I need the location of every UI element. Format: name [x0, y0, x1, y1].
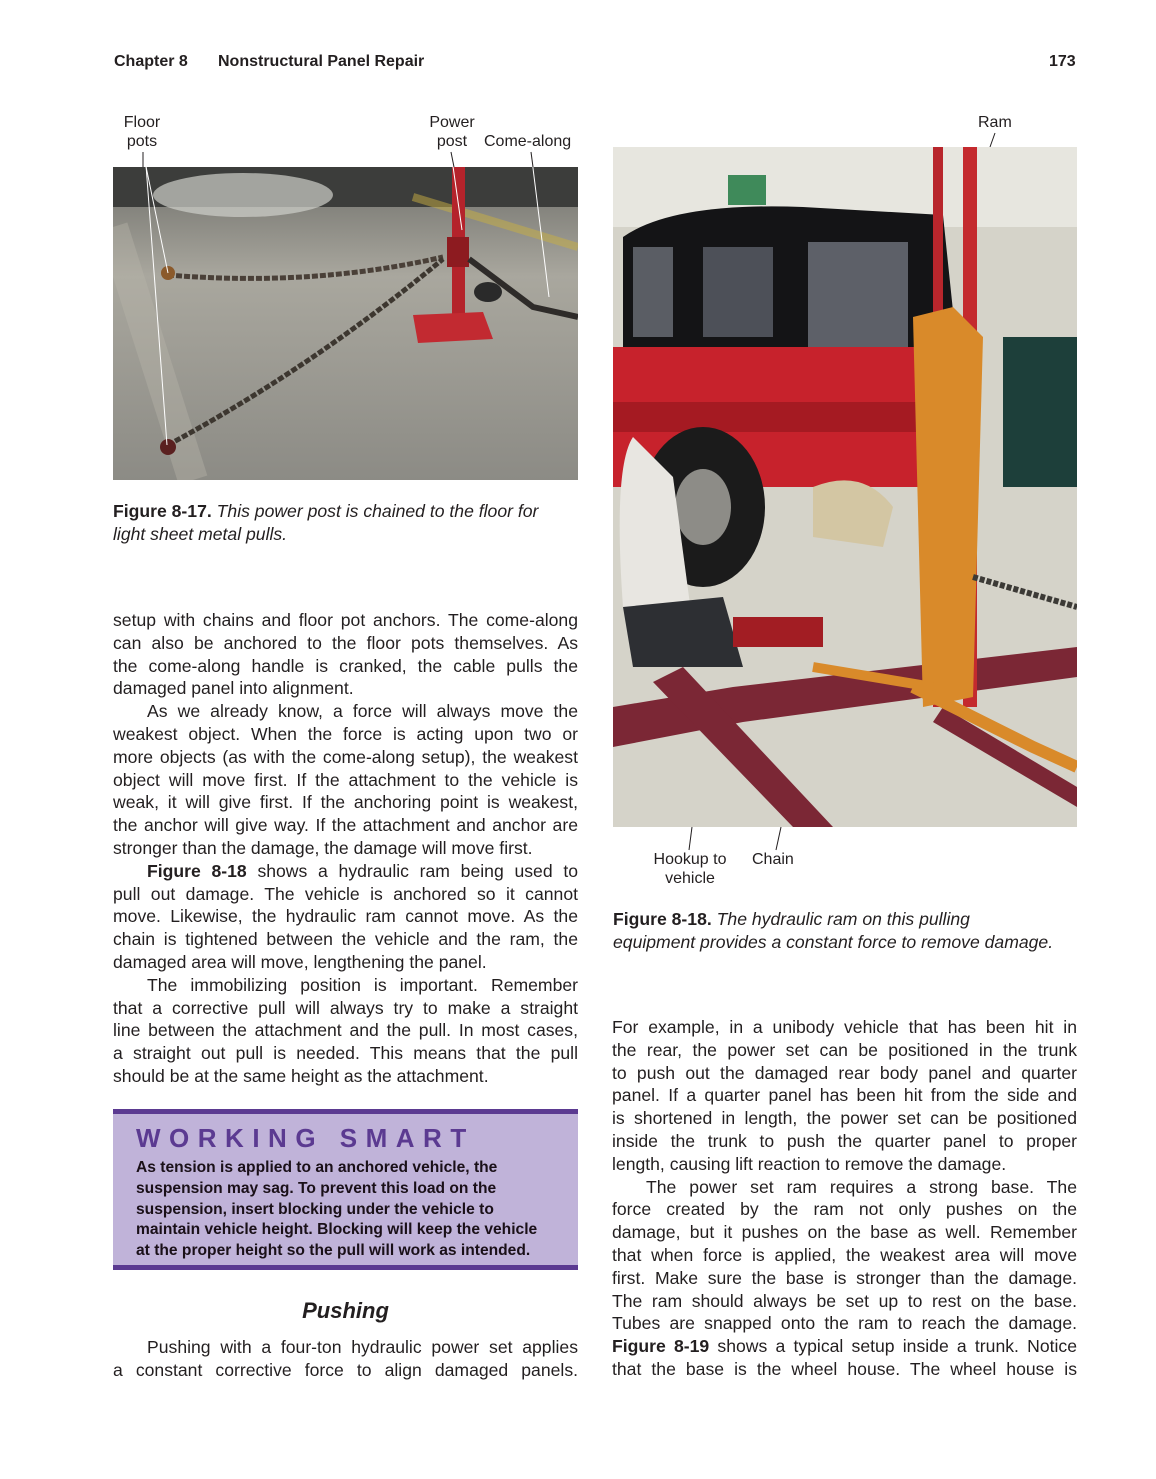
section-heading-pushing: Pushing	[302, 1298, 389, 1323]
text-line: pull out damage. The vehicle is anchored so it cannot	[113, 883, 578, 904]
left-column-body	[113, 609, 578, 1088]
text-line: that the base is the wheel house. The wheel house is	[612, 1358, 1077, 1379]
chapter-title: Nonstructural Panel Repair	[218, 53, 425, 70]
figure-reference: Figure 8-18	[147, 860, 247, 881]
text-line: Tubes are snapped onto the ram to reach the damage.	[612, 1313, 1077, 1334]
figure-8-17-caption: Figure 8-17. This power post is chained to the floor for light sheet metal pulls.	[113, 501, 539, 544]
right-column-body	[612, 1016, 1077, 1381]
text-line: a straight out pull is needed. This means that the pull	[113, 1043, 578, 1064]
label-chain: Chain	[752, 851, 794, 868]
text-line: The ram should always be set up to rest on the base.	[612, 1290, 1077, 1311]
text-line: For example, in a unibody vehicle that has been hit in	[612, 1017, 1077, 1037]
working-smart-box	[113, 1109, 578, 1270]
label-hookup-to-vehicle: Hookup to vehicle	[653, 851, 727, 887]
text-line: panel. If a quarter panel has been hit from the side and	[612, 1085, 1077, 1106]
text-line: length, causing lift reaction to remove the damage.	[612, 1153, 1007, 1174]
text-line: Figure 8-19 shows a typical setup inside a trunk. Notice	[612, 1336, 1077, 1357]
text-line: line between the attachment and the pull. In most cases,	[113, 1020, 578, 1041]
text-line: object will move first. If the attachment to the vehicle is	[113, 769, 578, 790]
working-smart-body: As tension is applied to an anchored vehicle, the suspension may sag. To prevent this load on the suspension, insert blocking under the vehicle to maintain vehicle height. Blocking will keep the vehicle at the proper height so the pull will work as intended.	[136, 1159, 538, 1260]
text-line: damaged area will move, lengthening the panel.	[113, 951, 487, 972]
pushing-body	[113, 1336, 578, 1382]
text-line: more objects (as with the come-along setup), the weakest	[113, 746, 578, 767]
text-line: force created by the ram not only pushes on the	[612, 1199, 1077, 1220]
text-line: Figure 8-18 shows a hydraulic ram being used to	[147, 860, 578, 881]
text-line: that when force is applied, the weakest area will move	[612, 1244, 1077, 1265]
text-line: that a corrective pull will always try to make a straight	[113, 997, 578, 1018]
text-line: setup with chains and floor pot anchors. The come-along	[113, 610, 578, 630]
text-line: stronger than the damage, the damage will move first.	[113, 837, 533, 858]
text-line: should be at the same height as the attachment.	[113, 1065, 489, 1086]
working-smart-title: WORKING SMART	[136, 1123, 475, 1153]
text-line: The immobilizing position is important. Remember	[147, 974, 578, 995]
text-line: Pushing with a four-ton hydraulic power set applies	[147, 1337, 578, 1357]
label-come-along: Come-along	[484, 133, 572, 150]
label-ram: Ram	[978, 114, 1012, 131]
page-number: 173	[1049, 53, 1076, 70]
figure-8-17-photo	[113, 167, 578, 480]
text-line: inside the trunk to push the quarter panel to proper	[612, 1130, 1077, 1151]
text-line: to push out the damaged rear body panel and quarter	[612, 1062, 1077, 1083]
text-line: The power set ram requires a strong base. The	[646, 1176, 1077, 1197]
label-power-post: Power post	[429, 114, 475, 150]
label-floor-pots: Floor pots	[123, 114, 161, 150]
figure-8-18-caption: Figure 8-18. The hydraulic ram on this pulling equipment provides a constant force to remove damage.	[613, 909, 1054, 952]
text-line: first. Make sure the base is stronger than the damage.	[612, 1267, 1077, 1288]
text-line: the rear, the power set can be positioned in the trunk	[612, 1039, 1077, 1060]
figure-8-18-photo	[613, 147, 1077, 827]
text-line: weak, it will give first. If the anchoring point is weakest,	[113, 792, 578, 813]
text-line: weakest object. When the force is acting upon two or	[113, 723, 578, 744]
text-line: damaged panel into alignment.	[113, 678, 354, 699]
text-line: a constant corrective force to align damaged panels.	[113, 1359, 578, 1380]
text-line: move. Likewise, the hydraulic ram cannot move. As the	[113, 906, 578, 927]
text-line: damage, but it pushes on the base as well. Remember	[612, 1222, 1077, 1243]
text-line: can also be anchored to the floor pots themselves. As	[113, 632, 578, 653]
text-line: As we already know, a force will always move the	[147, 701, 578, 722]
text-line: the come-along handle is cranked, the cable pulls the	[113, 655, 578, 676]
figure-reference: Figure 8-19	[612, 1336, 710, 1357]
text-line: the anchor will give way. If the attachment and anchor are	[113, 815, 578, 836]
chapter-label: Chapter 8	[114, 53, 188, 70]
text-line: is shortened in length, the power set can be positioned	[612, 1108, 1077, 1129]
text-line: chain is tightened between the vehicle and the ram, the	[113, 929, 578, 950]
